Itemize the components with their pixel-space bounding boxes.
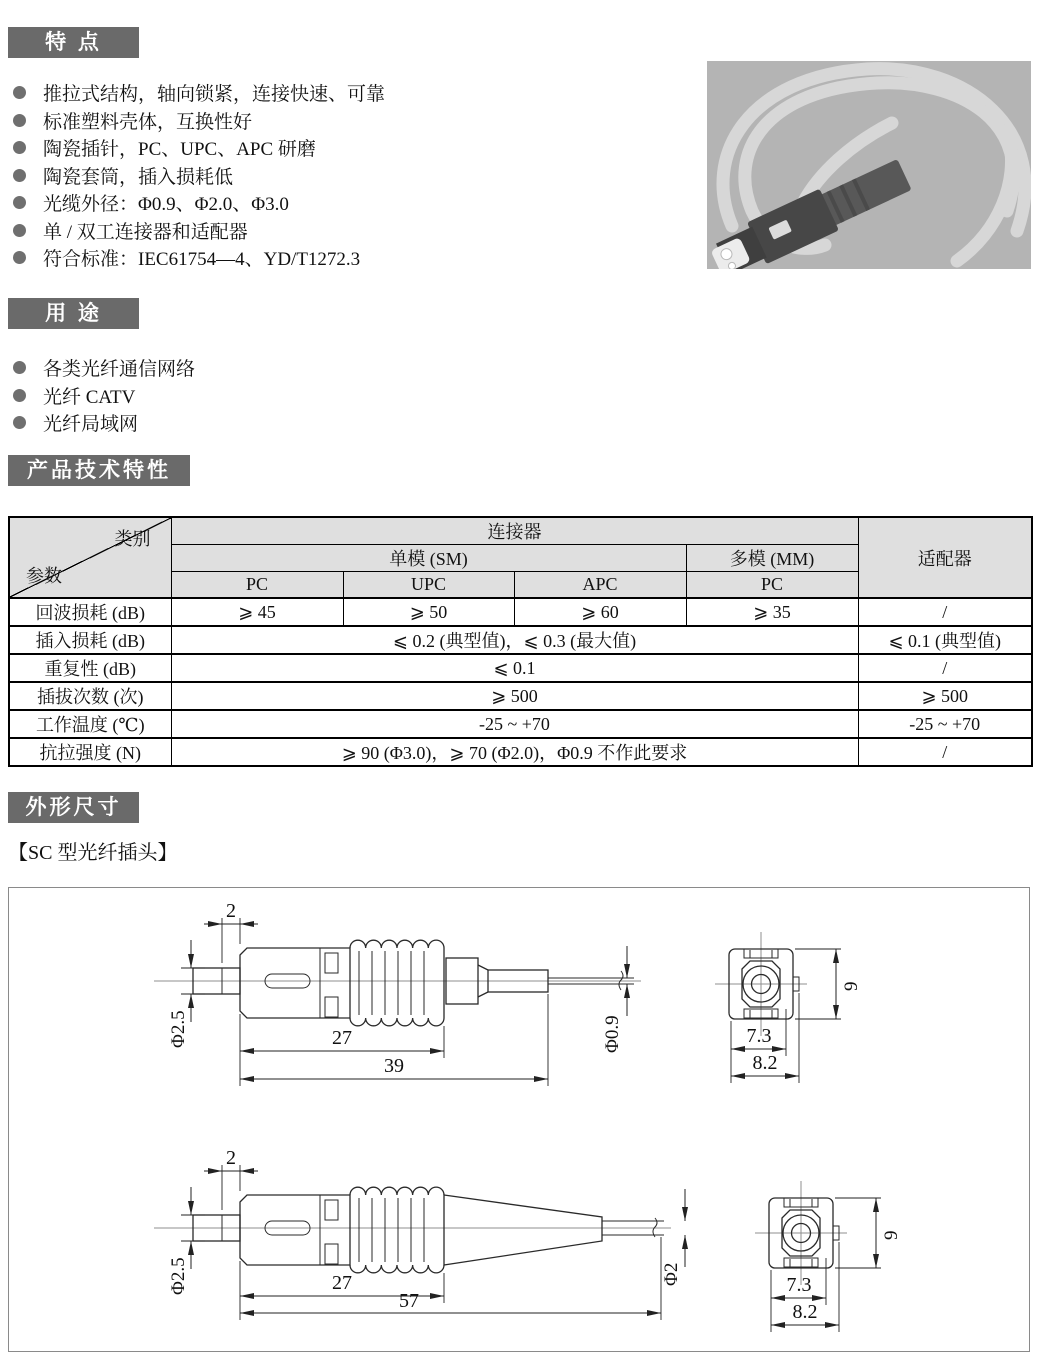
dim-label: 8.2 [752,1052,778,1074]
dim-label: 7.3 [746,1025,772,1047]
row-label: 回波损耗 (dB) [9,598,171,626]
row-label: 插拔次数 (次) [9,682,171,710]
bullet-icon [13,416,26,429]
features-section-header: 特 点 [8,27,139,58]
dim-label: 27 [332,1272,352,1294]
table-row [9,738,1032,766]
header-apc: APC [514,572,686,599]
technical-drawing [9,888,1029,1351]
row-label: 重复性 (dB) [9,654,171,682]
bullet-icon [13,389,26,402]
list-item [10,107,385,135]
side-view-drawing-1 [154,900,641,1086]
cell-value: ⩾ 500 [858,682,1032,710]
bullet-icon [13,169,26,182]
dim-label: 7.3 [786,1274,812,1296]
bullet-icon [13,86,26,99]
list-item [10,217,385,245]
sc-connector-cable-image [707,61,1031,269]
header-connector: 连接器 [171,517,858,545]
end-view-drawing-2 [755,1181,902,1332]
row-label: 工作温度 (℃) [9,710,171,738]
dim-label: 9 [881,1230,902,1240]
cell-value: ⩾ 45 [171,598,343,626]
table-row [9,710,1032,738]
bullet-icon [13,196,26,209]
bullet-icon [13,114,26,127]
cell-value: ⩾ 90 (Φ3.0)，⩾ 70 (Φ2.0)，Φ0.9 不作此要求 [171,738,858,766]
row-label: 抗拉强度 (N) [9,738,171,766]
row-label: 插入损耗 (dB) [9,626,171,654]
table-row [9,598,1032,626]
list-item [10,189,385,217]
list-item [10,162,385,190]
feature-text: 标准塑料壳体，互换性好 [43,111,253,133]
applications-list [10,354,195,437]
table-row [9,654,1032,682]
list-item [10,244,385,272]
dim-label: 9 [841,981,862,991]
dim-label: 8.2 [792,1301,818,1323]
feature-text: 单 / 双工连接器和适配器 [43,221,248,243]
header-adapter: 适配器 [858,517,1032,598]
features-list [10,79,385,272]
cell-value: ⩽ 0.2 (典型值)，⩽ 0.3 (最大值) [171,626,858,654]
cell-value: ⩽ 0.1 [171,654,858,682]
header-pc: PC [171,572,343,599]
cell-value: ⩽ 0.1 (典型值) [858,626,1032,654]
bullet-icon [13,141,26,154]
application-text: 各类光纤通信网络 [43,359,196,381]
feature-text: 陶瓷插针，PC、UPC、APC 研磨 [43,139,316,161]
header-singlemode: 单模 (SM) [171,545,686,572]
side-view-drawing-2 [154,1147,685,1320]
list-item [10,354,195,382]
corner-label-parameter: 参数 [26,566,62,586]
header-upc: UPC [343,572,514,599]
cell-value: ⩾ 500 [171,682,858,710]
cell-value: / [858,738,1032,766]
feature-text: 推拉式结构，轴向锁紧，连接快速、可靠 [43,84,386,106]
bullet-icon [13,224,26,237]
application-text: 光纤局域网 [43,414,139,436]
feature-text: 光缆外径：Φ0.9、Φ2.0、Φ3.0 [43,194,289,216]
header-multimode: 多模 (MM) [686,545,858,572]
dim-label: Φ2.5 [168,1257,189,1295]
cell-value: ⩾ 60 [514,598,686,626]
specs-section-header: 产品技术特性 [8,455,190,486]
dimension-drawings [8,887,1030,1352]
cell-value: / [858,654,1032,682]
table-row [9,626,1032,654]
bullet-icon [13,361,26,374]
dim-label: 2 [226,1147,236,1169]
dim-label: 57 [399,1290,419,1312]
table-row [9,682,1032,710]
dim-label: Φ2 [661,1262,682,1286]
cell-value: -25 ~ +70 [171,710,858,738]
dim-label: 39 [384,1055,404,1077]
list-item [10,382,195,410]
cell-value: ⩾ 35 [686,598,858,626]
application-text: 光纤 CATV [43,386,136,408]
cell-value: -25 ~ +70 [858,710,1032,738]
feature-text: 符合标准：IEC61754—4、YD/T1272.3 [43,249,361,271]
end-view-drawing-1 [715,932,862,1083]
dim-label: 27 [332,1027,352,1049]
spec-table [8,516,1033,767]
bullet-icon [13,251,26,264]
table-header-row [9,517,1032,545]
dimensions-section-header: 外形尺寸 [8,792,139,823]
list-item [10,79,385,107]
feature-text: 陶瓷套筒，插入损耗低 [43,166,234,188]
list-item [10,134,385,162]
product-photo [707,61,1031,269]
cell-value: / [858,598,1032,626]
dim-label: 2 [226,900,236,922]
list-item [10,409,195,437]
cell-value: ⩾ 50 [343,598,514,626]
dim-label: Φ2.5 [168,1010,189,1048]
corner-cell [9,517,171,598]
dim-label: Φ0.9 [602,1015,623,1053]
header-mm-pc: PC [686,572,858,599]
applications-section-header: 用 途 [8,298,139,329]
dimensions-subtitle: 【SC 型光纤插头】 [8,842,178,864]
corner-label-category: 类别 [114,529,151,549]
